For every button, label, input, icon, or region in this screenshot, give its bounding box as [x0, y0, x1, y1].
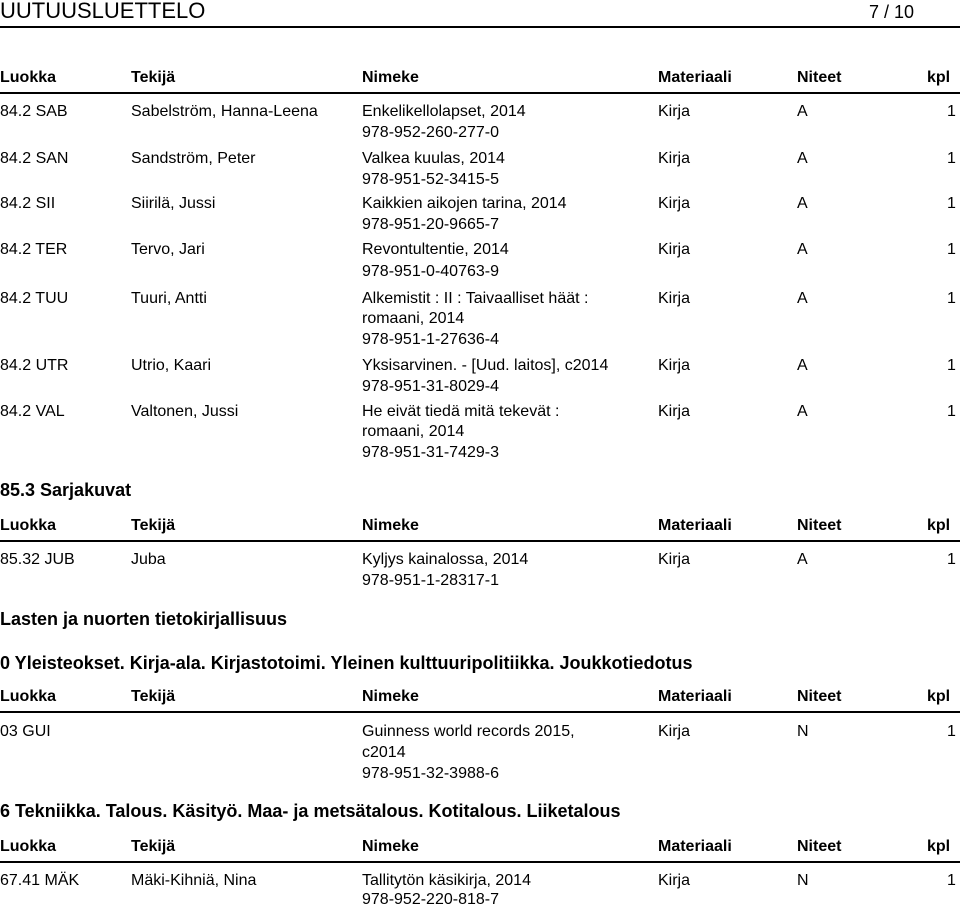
row-tekija: Siirilä, Jussi: [131, 195, 216, 212]
row-tekija: Utrio, Kaari: [131, 357, 212, 374]
row-nimeke-cont: romaani, 2014: [362, 423, 465, 440]
column-materiaali: Materiaali: [658, 688, 732, 705]
row-luokka: 67.41 MÄK: [0, 872, 80, 889]
row-nimeke: Enkelikellolapset, 2014: [362, 103, 526, 120]
row-nimeke: He eivät tiedä mitä tekevät :: [362, 403, 560, 420]
row-luokka: 84.2 TER: [0, 241, 68, 258]
row-kpl: 1: [947, 551, 956, 568]
column-header-divider: [0, 540, 960, 542]
row-kpl: 1: [947, 150, 956, 167]
row-isbn: 978-951-32-3988-6: [362, 765, 499, 782]
row-niteet: N: [797, 723, 809, 740]
row-isbn: 978-951-52-3415-5: [362, 171, 499, 188]
row-materiaali: Kirja: [658, 241, 691, 258]
row-niteet: A: [797, 150, 808, 167]
row-nimeke: Kaikkien aikojen tarina, 2014: [362, 195, 567, 212]
column-nimeke: Nimeke: [362, 688, 419, 705]
row-isbn: 978-952-260-277-0: [362, 124, 499, 141]
column-nimeke: Nimeke: [362, 69, 419, 86]
page-number: 7 / 10: [869, 2, 915, 22]
column-header-divider: [0, 861, 960, 863]
row-luokka: 84.2 SAN: [0, 150, 69, 167]
row-kpl: 1: [947, 290, 956, 307]
row-luokka: 85.32 JUB: [0, 551, 75, 568]
row-tekija: Sandström, Peter: [131, 150, 256, 167]
row-tekija: Sabelström, Hanna-Leena: [131, 103, 318, 120]
row-luokka: 84.2 SII: [0, 195, 56, 212]
row-kpl: 1: [947, 357, 956, 374]
row-isbn: 978-951-31-7429-3: [362, 444, 499, 461]
section-heading-sarjakuvat: 85.3 Sarjakuvat: [0, 480, 132, 500]
row-kpl: 1: [947, 241, 956, 258]
header-divider: [0, 26, 960, 28]
column-luokka: Luokka: [0, 69, 57, 86]
column-nimeke: Nimeke: [362, 517, 419, 534]
row-tekija: Juba: [131, 551, 166, 568]
row-niteet: A: [797, 290, 808, 307]
column-tekija: Tekijä: [131, 838, 176, 855]
column-luokka: Luokka: [0, 688, 57, 705]
row-nimeke: Valkea kuulas, 2014: [362, 150, 505, 167]
row-materiaali: Kirja: [658, 872, 691, 889]
row-isbn: 978-951-0-40763-9: [362, 263, 499, 280]
row-materiaali: Kirja: [658, 357, 691, 374]
row-materiaali: Kirja: [658, 195, 691, 212]
column-header-divider: [0, 92, 960, 94]
row-isbn: 978-951-31-8029-4: [362, 378, 499, 395]
row-kpl: 1: [947, 403, 956, 420]
row-materiaali: Kirja: [658, 103, 691, 120]
row-materiaali: Kirja: [658, 150, 691, 167]
section-heading-yleisteokset: 0 Yleisteokset. Kirja-ala. Kirjastotoimi. Yleinen kulttuuripolitiikka. Joukkotiedotus: [0, 653, 693, 673]
row-materiaali: Kirja: [658, 290, 691, 307]
row-kpl: 1: [947, 872, 956, 889]
row-nimeke: Revontultentie, 2014: [362, 241, 509, 258]
row-nimeke-cont: c2014: [362, 744, 406, 761]
row-materiaali: Kirja: [658, 403, 691, 420]
row-nimeke: Alkemistit : II : Taivaalliset häät :: [362, 290, 589, 307]
row-materiaali: Kirja: [658, 723, 691, 740]
row-isbn: 978-951-1-28317-1: [362, 572, 499, 589]
row-niteet: A: [797, 241, 808, 258]
row-nimeke: Kyljys kainalossa, 2014: [362, 551, 529, 568]
row-isbn: 978-952-220-818-7: [362, 891, 499, 908]
row-niteet: A: [797, 103, 808, 120]
row-nimeke: Tallitytön käsikirja, 2014: [362, 872, 531, 889]
column-niteet: Niteet: [797, 688, 842, 705]
page-title: UUTUUSLUETTELO: [0, 0, 206, 23]
column-tekija: Tekijä: [131, 688, 176, 705]
column-tekija: Tekijä: [131, 69, 176, 86]
column-header-divider: [0, 711, 960, 713]
row-nimeke: Yksisarvinen. - [Uud. laitos], c2014: [362, 357, 609, 374]
row-luokka: 84.2 TUU: [0, 290, 69, 307]
section-heading-tekniikka: 6 Tekniikka. Talous. Käsityö. Maa- ja metsätalous. Kotitalous. Liiketalous: [0, 801, 621, 821]
row-tekija: Tervo, Jari: [131, 241, 205, 258]
row-luokka: 84.2 VAL: [0, 403, 65, 420]
column-nimeke: Nimeke: [362, 838, 419, 855]
row-tekija: Tuuri, Antti: [131, 290, 207, 307]
row-luokka: 03 GUI: [0, 723, 51, 740]
row-niteet: A: [797, 551, 808, 568]
row-niteet: A: [797, 195, 808, 212]
row-kpl: 1: [947, 195, 956, 212]
column-kpl: kpl: [927, 69, 951, 86]
row-tekija: Valtonen, Jussi: [131, 403, 239, 420]
column-tekija: Tekijä: [131, 517, 176, 534]
row-niteet: N: [797, 872, 809, 889]
column-niteet: Niteet: [797, 517, 842, 534]
row-luokka: 84.2 UTR: [0, 357, 69, 374]
column-materiaali: Materiaali: [658, 838, 732, 855]
column-niteet: Niteet: [797, 838, 842, 855]
column-niteet: Niteet: [797, 69, 842, 86]
row-kpl: 1: [947, 723, 956, 740]
column-kpl: kpl: [927, 838, 951, 855]
column-luokka: Luokka: [0, 517, 57, 534]
column-materiaali: Materiaali: [658, 517, 732, 534]
row-kpl: 1: [947, 103, 956, 120]
column-luokka: Luokka: [0, 838, 57, 855]
row-isbn: 978-951-20-9665-7: [362, 216, 499, 233]
row-nimeke-cont: romaani, 2014: [362, 310, 465, 327]
row-materiaali: Kirja: [658, 551, 691, 568]
row-isbn: 978-951-1-27636-4: [362, 331, 499, 348]
row-nimeke: Guinness world records 2015,: [362, 723, 575, 740]
section-heading-lasten: Lasten ja nuorten tietokirjallisuus: [0, 609, 288, 629]
row-niteet: A: [797, 403, 808, 420]
row-tekija: Mäki-Kihniä, Nina: [131, 872, 257, 889]
column-materiaali: Materiaali: [658, 69, 732, 86]
column-kpl: kpl: [927, 688, 951, 705]
row-luokka: 84.2 SAB: [0, 103, 68, 120]
column-kpl: kpl: [927, 517, 951, 534]
row-niteet: A: [797, 357, 808, 374]
